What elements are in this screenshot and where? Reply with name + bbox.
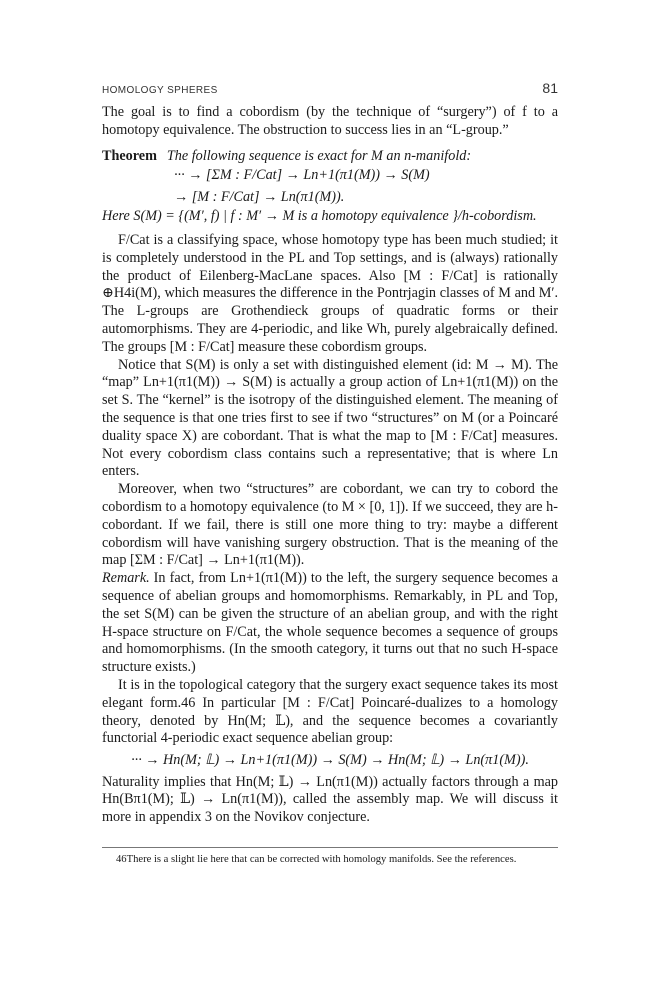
theorem-statement: The following sequence is exact for M an n-manifold: [166, 147, 472, 164]
footnote-rule [102, 847, 558, 848]
remark-text: In fact, from Ln+1(π1(M)) to the left, the surgery sequence becomes a sequence of abelian groups and homomorphisms. Remarkably, in PL and Top, the set S(M) can be given the structure of an abelian group, and with the right H-space structure on F/Cat, the whole sequence becomes a sequence of groups and homomorphisms. (In the smooth category, it turns out that no such H-space structure exists.) [102, 570, 558, 676]
remark [102, 570, 558, 677]
paragraph-classifying-space: F/Cat is a classifying space, whose homotopy type has been much studied; it is completely understood in the PL and Top settings, and is (always) rationally the product of Eilenberg-MacLane spaces. Also [M : F/Cat] is rationally ⊕H4i(M), which measures the difference in the Pontrjagin classes of M and M′. The L-groups are Grothendieck groups of quadratic forms or their automorphisms. They are 4-periodic, and like Wh, purely algebraically defined. The groups [M : F/Cat] measure these cobordism groups. [102, 232, 558, 355]
page-number: 81 [542, 80, 558, 96]
paragraph-topological: It is in the topological category that the surgery exact sequence takes its most elegant form.46 In particular [M : F/Cat] Poincaré-dualizes to a homology theory, denoted by Hn(M; 𝕃), and the sequence becomes a covariantly functorial 4-periodic exact sequence abelian group: [102, 676, 558, 747]
running-head [102, 80, 558, 96]
theorem-label: Theorem [102, 147, 157, 164]
paragraph-cobordant: Moreover, when two “structures” are cobordant, we can try to cobord the cobordism to a homotopy equivalence (to M × [0, 1]). If we succeed, they are h-cobordant. If we fail, there is still one more thing to try: maybe a different cobordism will have vanishing surgery obstruction. That is the meaning of the map [ΣM : F/Cat] → Ln+1(π1(M)). [102, 481, 558, 569]
paragraph-assembly: Naturality implies that Hn(M; 𝕃) → Ln(π1(M)) actually factors through a map Hn(Bπ1(M); 𝕃) → Ln(π1(M)), called the assembly map. We will discuss it more in appendix 3 on the Novikov conjecture. [102, 773, 558, 826]
display-equation-3: ··· → Hn(M; 𝕃) → Ln+1(π1(M)) → S(M) → Hn(M; 𝕃) → Ln(π1(M)). [131, 752, 529, 769]
theorem [102, 148, 558, 166]
running-title: HOMOLOGY SPHERES [102, 85, 218, 96]
footnote: 46There is a slight lie here that can be corrected with homology manifolds. See the references. [116, 854, 517, 865]
paragraph-goal: The goal is to find a cobordism (by the technique of “surgery”) of f to a homotopy equivalence. The obstruction to success lies in an “L-group.” [102, 104, 558, 138]
remark-label: Remark. [102, 570, 150, 587]
body-text [102, 104, 558, 827]
display-equation-2: → [M : F/Cat] → Ln(π1(M)). [174, 188, 345, 205]
display-equation-1: ··· → [ΣM : F/Cat] → Ln+1(π1(M)) → S(M) [174, 167, 430, 184]
theorem-tail: Here S(M) = {(M′, f) | f : M′ → M is a homotopy equivalence }/h-cobordism. [102, 208, 537, 225]
paragraph-structure-set: Notice that S(M) is only a set with distinguished element (id: M → M). The “map” Ln+1(π1(M)) → S(M) is actually a group action of Ln+1(π1(M)) on the set S. The “kernel” is the isotropy of the distinguished element. The meaning of the sequence is that one tries first to see if two “structures” on M (or a Poincaré duality space X) are cobordant. That is what the map to [M : F/Cat] measures. Not every cobordism class contains such a representative; that is where Ln enters. [102, 356, 558, 480]
